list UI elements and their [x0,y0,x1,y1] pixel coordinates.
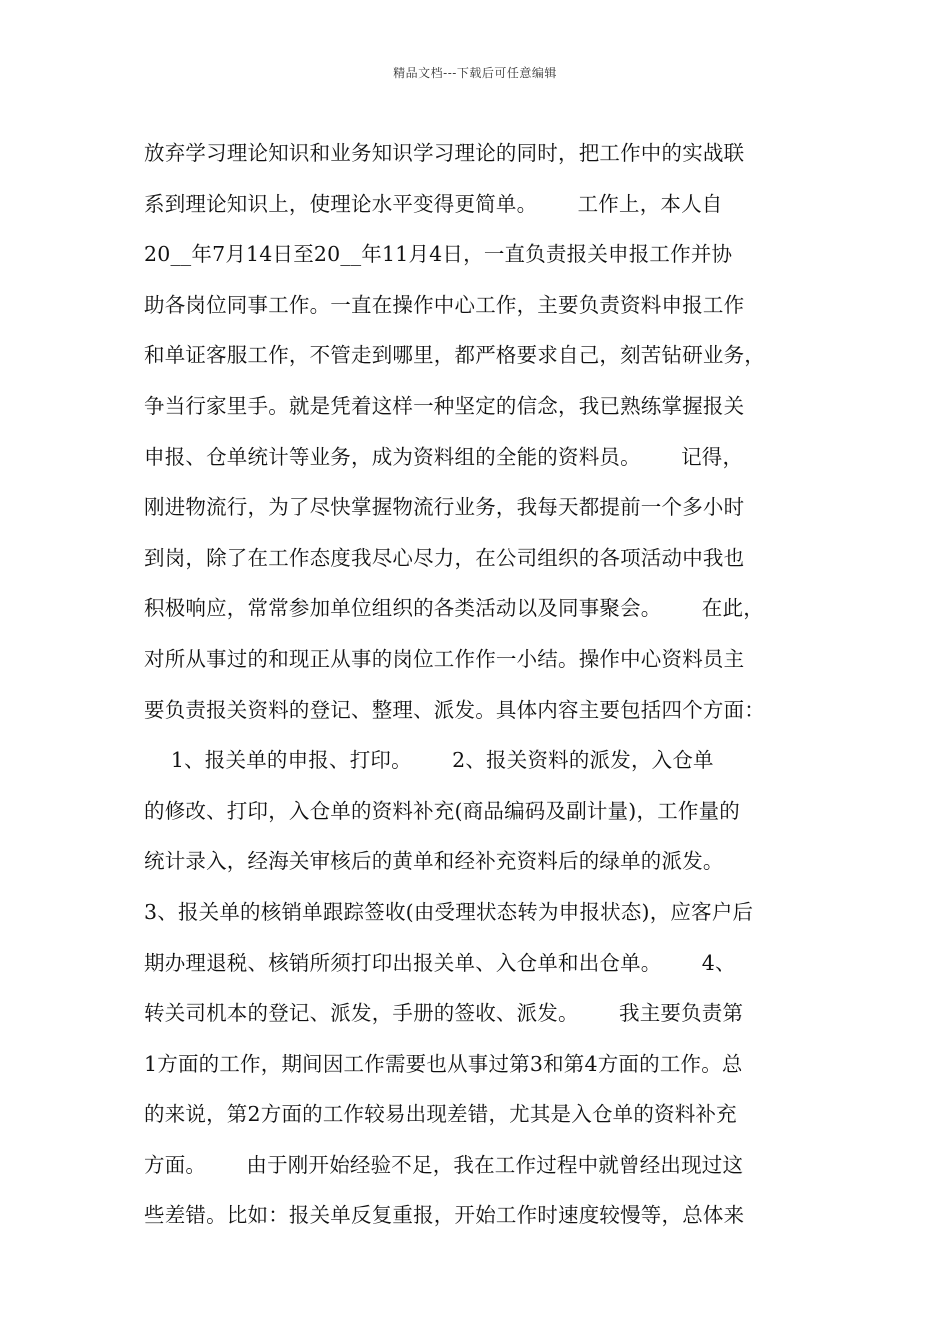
body-line: 助各岗位同事工作。一直在操作中心工作，主要负责资料申报工作 [144,292,745,317]
body-line: 1、报关单的申报、打印。 2、报关资料的派发，入仓单 [144,748,714,773]
body-line: 对所从事过的和现正从事的岗位工作作一小结。操作中心资料员主 [144,646,745,671]
page-header: 精品文档---下载后可任意编辑 [393,66,557,80]
body-line: 的来说，第2方面的工作较易出现差错，尤其是入仓单的资料补充 [144,1102,737,1127]
body-line: 些差错。比如：报关单反复重报，开始工作时速度较慢等，总体来 [144,1203,745,1228]
body-line: 的修改、打印，入仓单的资料补充(商品编码及副计量)，工作量的 [144,798,740,823]
body-line: 申报、仓单统计等业务，成为资料组的全能的资料员。 记得， [144,444,744,469]
body-line: 3、报关单的核销单跟踪签收(由受理状态转为申报状态)，应客户后 [144,899,754,924]
body-line: 期办理退税、核销所须打印出报关单、入仓单和出仓单。 4、 [144,950,736,975]
body-line: 要负责报关资料的登记、整理、派发。具体内容主要包括四个方面： [144,697,765,722]
body-line: 和单证客服工作，不管走到哪里，都严格要求自己，刻苦钻研业务， [144,343,765,368]
body-line: 转关司机本的登记、派发，手册的签收、派发。 我主要负责第 [144,1001,744,1026]
body-line: 1方面的工作，期间因工作需要也从事过第3和第4方面的工作。总 [144,1051,743,1076]
body-line: 系到理论知识上，使理论水平变得更简单。 工作上，本人自 [144,191,723,216]
body-line: 刚进物流行，为了尽快掌握物流行业务，我每天都提前一个多小时 [144,495,745,520]
body-line: 放弃学习理论知识和业务知识学习理论的同时，把工作中的实战联 [144,141,745,165]
document-body [144,128,814,1241]
body-line: 到岗，除了在工作态度我尽心尽力，在公司组织的各项活动中我也 [144,545,745,570]
body-line: 20__年7月14日至20__年11月4日，一直负责报关申报工作并协 [144,242,733,267]
body-line: 统计录入，经海关审核后的黄单和经补充资料后的绿单的派发。 [144,849,724,874]
body-line: 争当行家里手。就是凭着这样一种坚定的信念，我已熟练掌握报关 [144,393,745,418]
body-line: 方面。 由于刚开始经验不足，我在工作过程中就曾经出现过这 [144,1152,744,1177]
body-line: 积极响应，常常参加单位组织的各类活动以及同事聚会。 在此， [144,596,764,621]
